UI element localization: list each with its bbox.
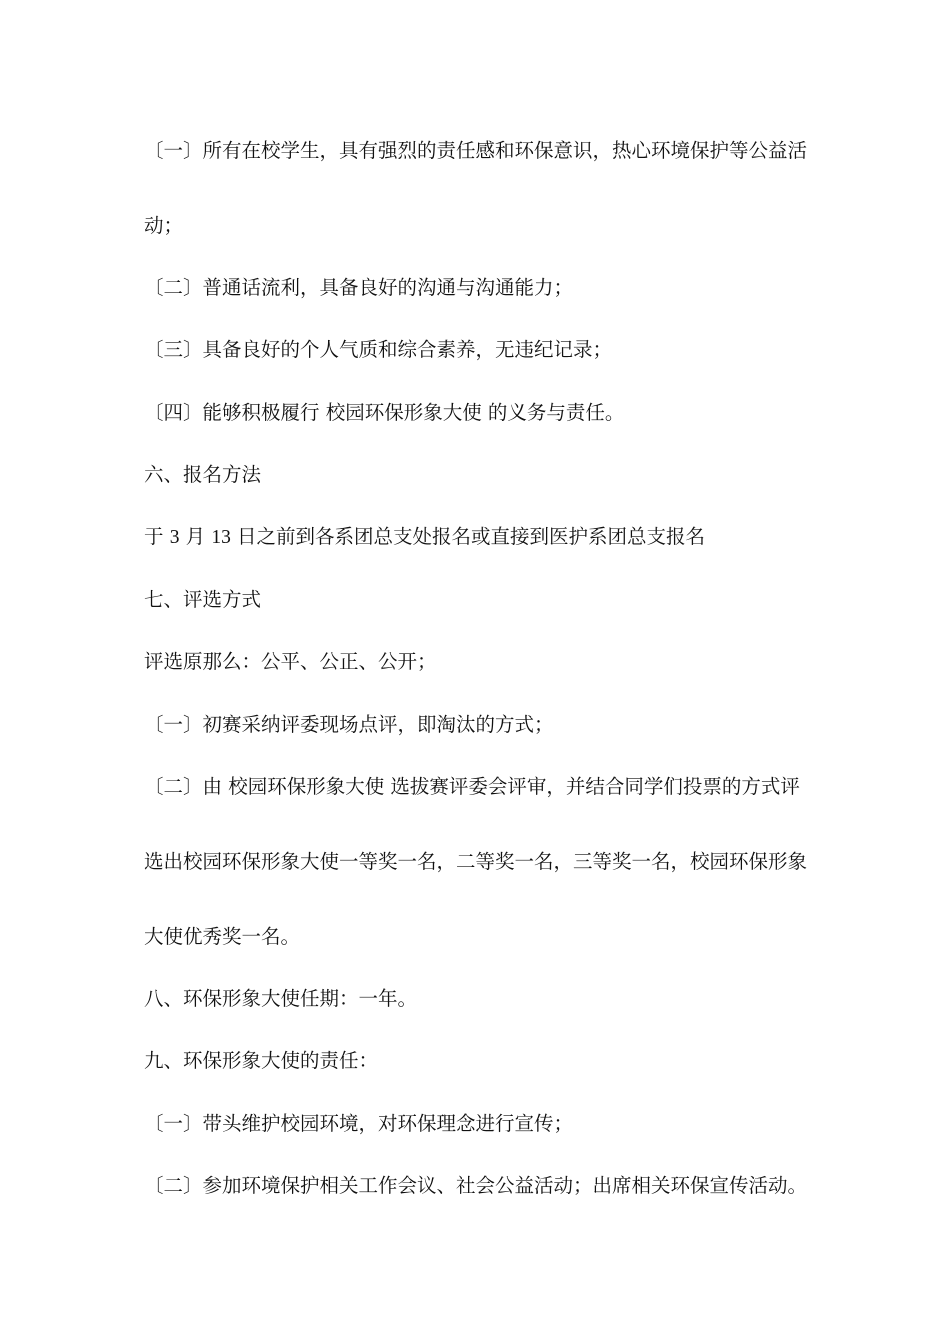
qualification-2: 〔二〕普通话流利，具备良好的沟通与沟通能力； [144,276,574,299]
registration-month: 3 [169,527,180,548]
qualification-4: 〔四〕能够积极履行 校园环保形象大使 的义务与责任。 [144,401,625,424]
selection-2-line-3: 大使优秀奖一名。 [144,925,301,948]
qualification-1-line-2: 动； [144,214,184,237]
registration-rest: 日之前到各系团总支处报名或直接到医护系团总支报名 [230,525,706,548]
selection-principle: 评选原那么：公平、公正、公开； [144,650,437,673]
section-heading-registration: 六、报名方法 [144,463,262,486]
selection-1: 〔一〕初赛采纳评委现场点评，即淘汰的方式； [144,713,554,736]
registration-day: 13 [211,527,231,548]
registration-month-unit: 月 [179,525,212,548]
section-heading-selection: 七、评选方式 [144,588,262,611]
selection-2-line-2: 选出校园环保形象大使一等奖一名，二等奖一名，三等奖一名，校园环保形象 [144,850,808,873]
section-heading-term: 八、环保形象大使任期：一年。 [144,987,418,1010]
selection-2-line-1: 〔二〕由 校园环保形象大使 选拔赛评委会评审，并结合同学们投票的方式评 [144,775,800,798]
qualification-1-line-1: 〔一〕所有在校学生，具有强烈的责任感和环保意识，热心环境保护等公益活 [144,139,808,162]
section-heading-duties: 九、环保形象大使的责任： [144,1049,379,1072]
duty-2: 〔二〕参加环境保护相关工作会议、社会公益活动；出席相关环保宣传活动。 [144,1174,808,1197]
registration-prefix: 于 [144,525,170,548]
registration-text [144,523,804,552]
duty-1: 〔一〕带头维护校园环境，对环保理念进行宣传； [144,1112,574,1135]
qualification-3: 〔三〕具备良好的个人气质和综合素养，无违纪记录； [144,338,613,361]
